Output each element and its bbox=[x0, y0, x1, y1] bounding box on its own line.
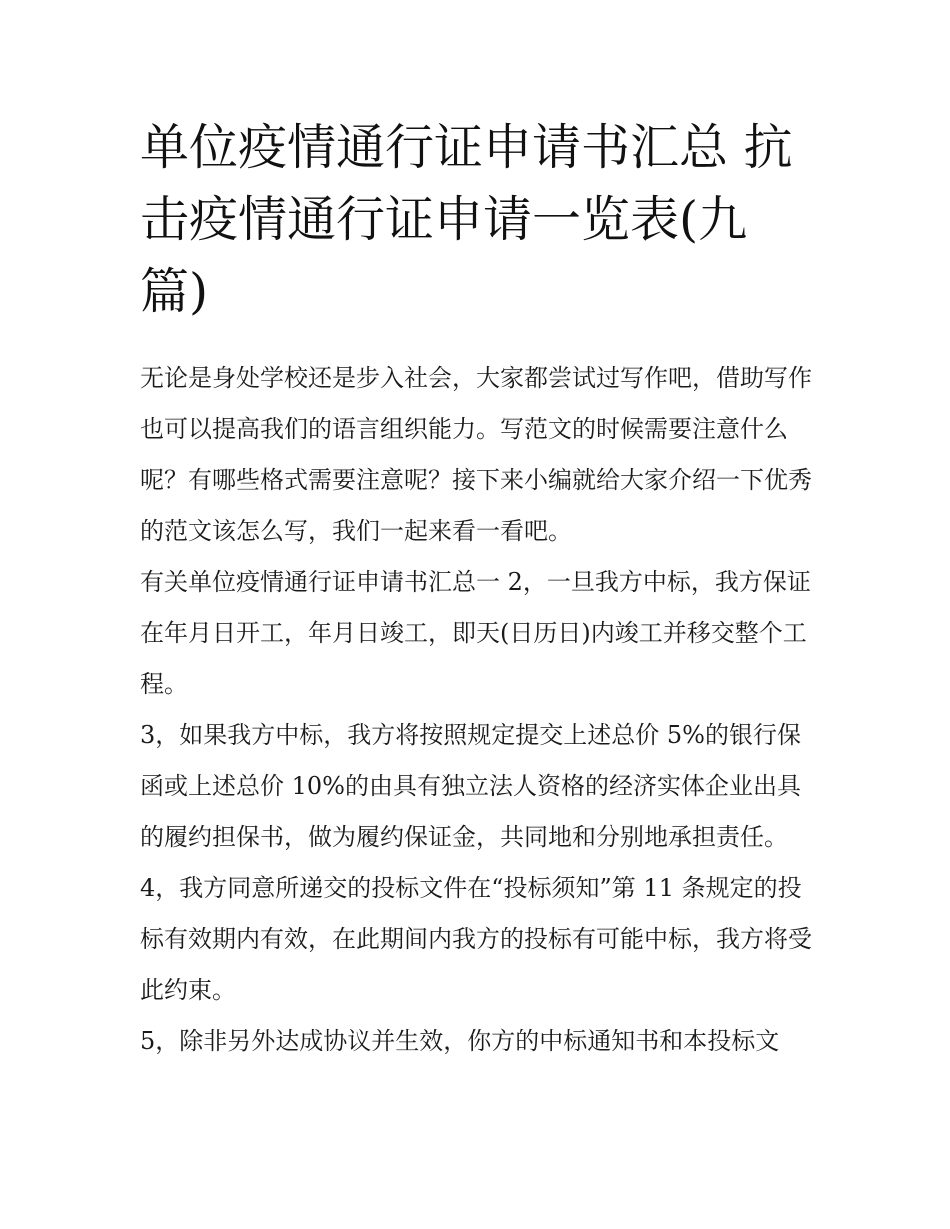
paragraph-item-4: 4，我方同意所递交的投标文件在“投标须知”第 11 条规定的投标有效期内有效，在此期间内我方的投标有可能中标，我方将受此约束。 bbox=[140, 874, 812, 1004]
document-body bbox=[140, 353, 815, 1067]
paragraph-item-3: 3，如果我方中标，我方将按照规定提交上述总价 5%的银行保函或上述总价 10%的由具有独立法人资格的经济实体企业出具的履约担保书，做为履约保证金，共同地和分别地承担责任。 bbox=[140, 721, 801, 851]
paragraph-item-5: 5，除非另外达成协议并生效，你方的中标通知书和本投标文 bbox=[140, 1027, 780, 1055]
paragraph-intro: 无论是身处学校还是步入社会，大家都尝试过写作吧，借助写作也可以提高我们的语言组织能力。写范文的时候需要注意什么呢？有哪些格式需要注意呢？接下来小编就给大家介绍一下优秀的范文该怎么写，我们一起来看一看吧。 bbox=[140, 364, 812, 545]
paragraph-item-2: 有关单位疫情通行证申请书汇总一 2，一旦我方中标，我方保证在年月日开工，年月日竣工，即天(日历日)内竣工并移交整个工程。 bbox=[140, 568, 811, 698]
document-title: 单位疫情通行证申请书汇总 抗击疫情通行证申请一览表(九篇) bbox=[140, 119, 793, 320]
document-content bbox=[140, 112, 815, 1067]
